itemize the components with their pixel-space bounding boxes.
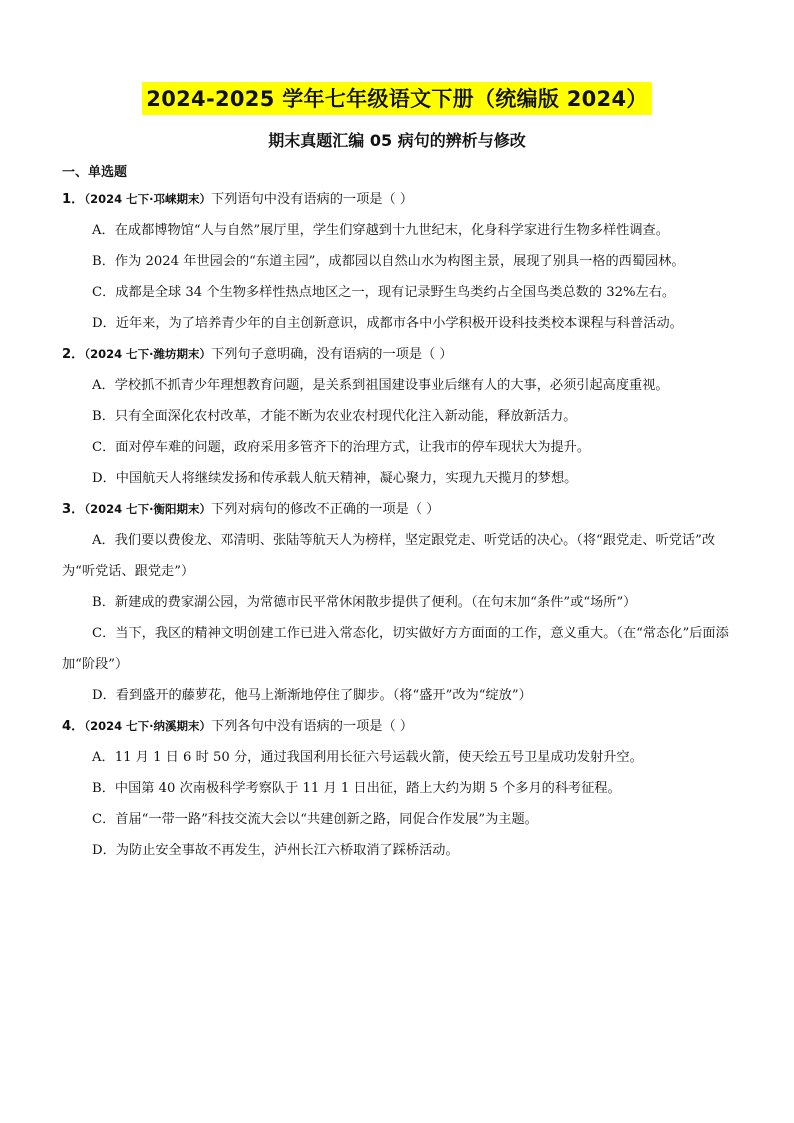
option-b: B．中国第 40 次南极科学考察队于 11 月 1 日出征，踏上大约为期 5 个多月的科考征程。 (92, 781, 621, 796)
question-1 (62, 184, 732, 339)
option-c: C．面对停车难的问题，政府采用多管齐下的治理方式，让我市的停车现状大为提升。 (92, 440, 591, 455)
question-source: （2024 七下·潍坊期末） (84, 347, 212, 361)
option-b: B．作为 2024 年世园会的“东道主园”，成都园以自然山水为构图主景，展现了别具一格的西蜀园林。 (92, 254, 685, 269)
option-d: D．中国航天人将继续发扬和传承载人航天精神，凝心聚力，实现九天揽月的梦想。 (92, 471, 578, 486)
question-text: 下列对病句的修改不正确的一项是（ ） (211, 502, 440, 517)
question-list (62, 184, 732, 866)
question-text: 下列语句中没有语病的一项是（ ） (211, 192, 414, 207)
question-stem (62, 184, 732, 215)
question-text: 下列各句中没有语病的一项是（ ） (211, 719, 414, 734)
question-2 (62, 339, 732, 494)
option-a: A．我们要以费俊龙、邓清明、张陆等航天人为榜样，坚定跟党走、听党话的决心。（将“跟党走、听党话”改为“听党话、跟党走”） (62, 533, 716, 579)
question-stem (62, 711, 732, 742)
option-a: A．在成都博物馆“人与自然”展厅里，学生们穿越到十九世纪末，化身科学家进行生物多样性调查。 (92, 223, 669, 238)
question-stem (62, 339, 732, 370)
section-heading: 一、单选题 (62, 165, 128, 180)
document-subtitle: 期末真题汇编 05 病句的辨析与修改 (268, 131, 526, 150)
question-source: （2024 七下·纳溪期末） (84, 719, 212, 733)
title-container (0, 82, 794, 115)
question-text: 下列句子意明确，没有语病的一项是（ ） (211, 347, 453, 362)
question-3 (62, 494, 732, 711)
option-d: D．近年来，为了培养青少年的自主创新意识，成都市各中小学积极开设科技类校本课程与科普活动。 (92, 316, 683, 331)
question-number: 1． (62, 192, 85, 207)
question-source: （2024 七下·衡阳期末） (84, 502, 212, 516)
question-stem (62, 494, 732, 525)
question-number: 4． (62, 719, 85, 734)
option-b: B．只有全面深化农村改革，才能不断为农业农村现代化注入新动能，释放新活力。 (92, 409, 577, 424)
question-number: 2． (62, 347, 85, 362)
option-d: D．看到盛开的藤萝花，他马上渐渐地停住了脚步。（将“盛开”改为“绽放”） (92, 688, 532, 703)
option-a: A．学校抓不抓青少年理想教育问题，是关系到祖国建设事业后继有人的大事，必须引起高度重视。 (92, 378, 669, 393)
question-4 (62, 711, 732, 866)
option-c: C．首届“一带一路”科技交流大会以“共建创新之路，同促合作发展”为主题。 (92, 812, 538, 827)
document-title: 2024-2025 学年七年级语文下册（统编版 2024） (142, 82, 651, 115)
option-b: B．新建成的费家湖公园，为常德市民平常休闲散步提供了便利。（在句末加“条件”或“场所”） (92, 595, 637, 610)
option-a: A．11 月 1 日 6 时 50 分，通过我国利用长征六号运载火箭，使天绘五号卫星成功发射升空。 (92, 750, 643, 765)
option-d: D．为防止安全事故不再发生，泸州长江六桥取消了踩桥活动。 (92, 843, 459, 858)
option-c: C．当下，我区的精神文明创建工作已进入常态化，切实做好方方面面的工作，意义重大。（在“常态化”后面添加“阶段”） (62, 626, 729, 672)
question-number: 3． (62, 502, 85, 517)
question-source: （2024 七下·邛崃期末） (84, 192, 212, 206)
option-c: C．成都是全球 34 个生物多样性热点地区之一，现有记录野生鸟类约占全国鸟类总数的 32%左右。 (92, 285, 676, 300)
